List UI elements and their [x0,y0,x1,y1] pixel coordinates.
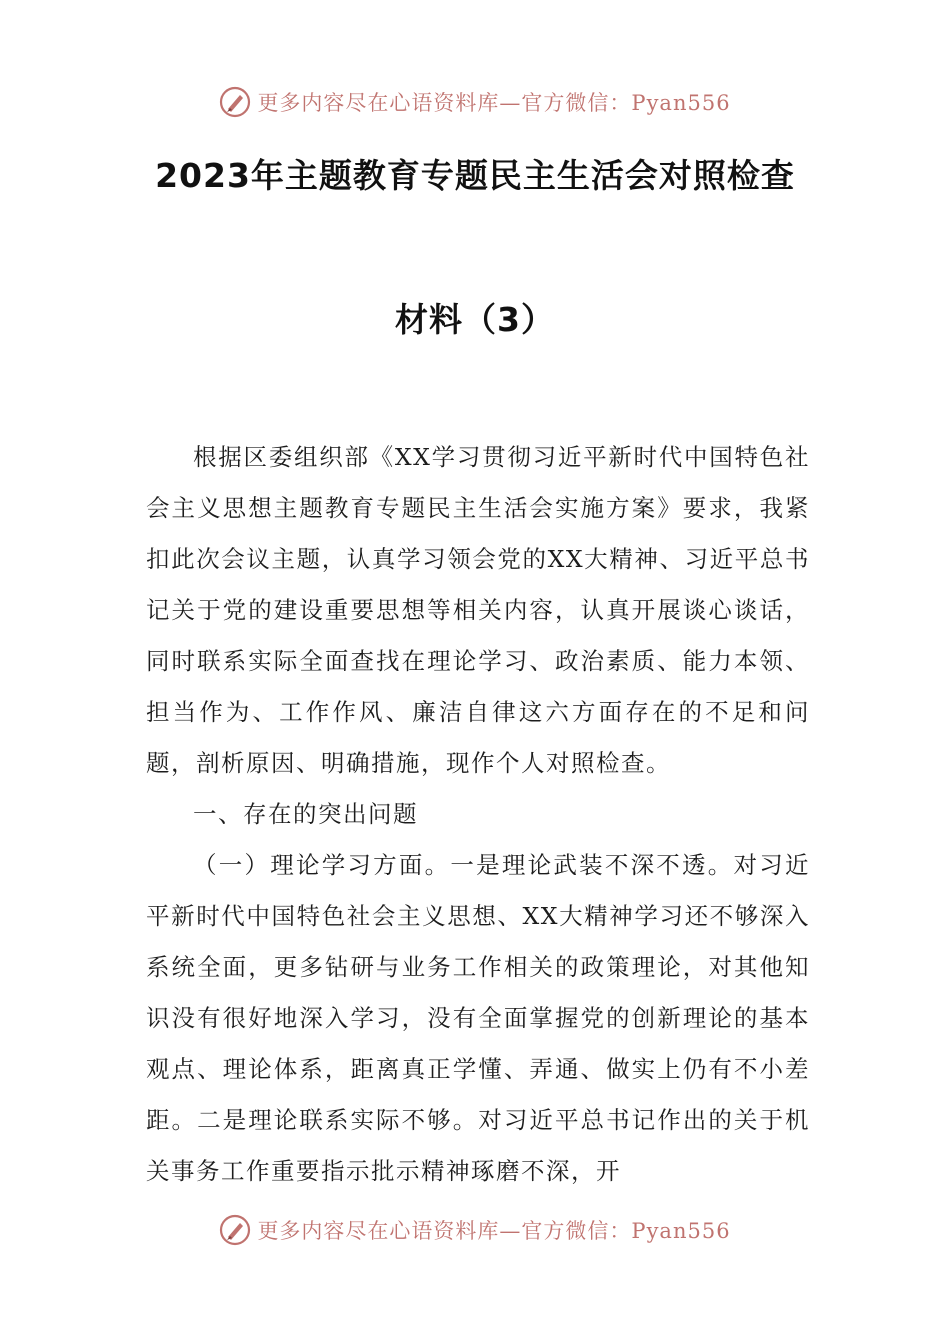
document-body [146,432,810,1197]
intro-paragraph: 根据区委组织部《XX学习贯彻习近平新时代中国特色社会主义思想主题教育专题民主生活会实施方案》要求，我紧扣此次会议主题，认真学习领会党的XX大精神、习近平总书记关于党的建设重要思想等相关内容，认真开展谈心谈话，同时联系实际全面查找在理论学习、政治素质、能力本领、担当作为、工作作风、廉洁自律这六方面存在的不足和问题，剖析原因、明确措施，现作个人对照检查。 [146,443,810,777]
watermark-banner-bottom [0,1210,950,1250]
watermark-text: 更多内容尽在心语资料库—官方微信：Pyan556 [257,91,731,115]
pen-logo-icon [219,86,251,118]
watermark-banner-top [0,82,950,122]
theory-study-paragraph: （一）理论学习方面。一是理论武装不深不透。对习近平新时代中国特色社会主义思想、XX大精神学习还不够深入系统全面，更多钻研与业务工作相关的政策理论，对其他知识没有很好地深入学习，没有全面掌握党的创新理论的基本观点、理论体系，距离真正学懂、弄通、做实上仍有不小差距。二是理论联系实际不够。对习近平总书记作出的关于机关事务工作重要指示批示精神琢磨不深，开 [146,851,810,1185]
watermark-text: 更多内容尽在心语资料库—官方微信：Pyan556 [257,1219,731,1243]
pen-logo-icon [219,1214,251,1246]
document-title-line2: 材料（3） [395,300,555,339]
document-title-line1: 2023年主题教育专题民主生活会对照检查 [155,156,795,195]
section-heading: 一、存在的突出问题 [193,800,418,828]
